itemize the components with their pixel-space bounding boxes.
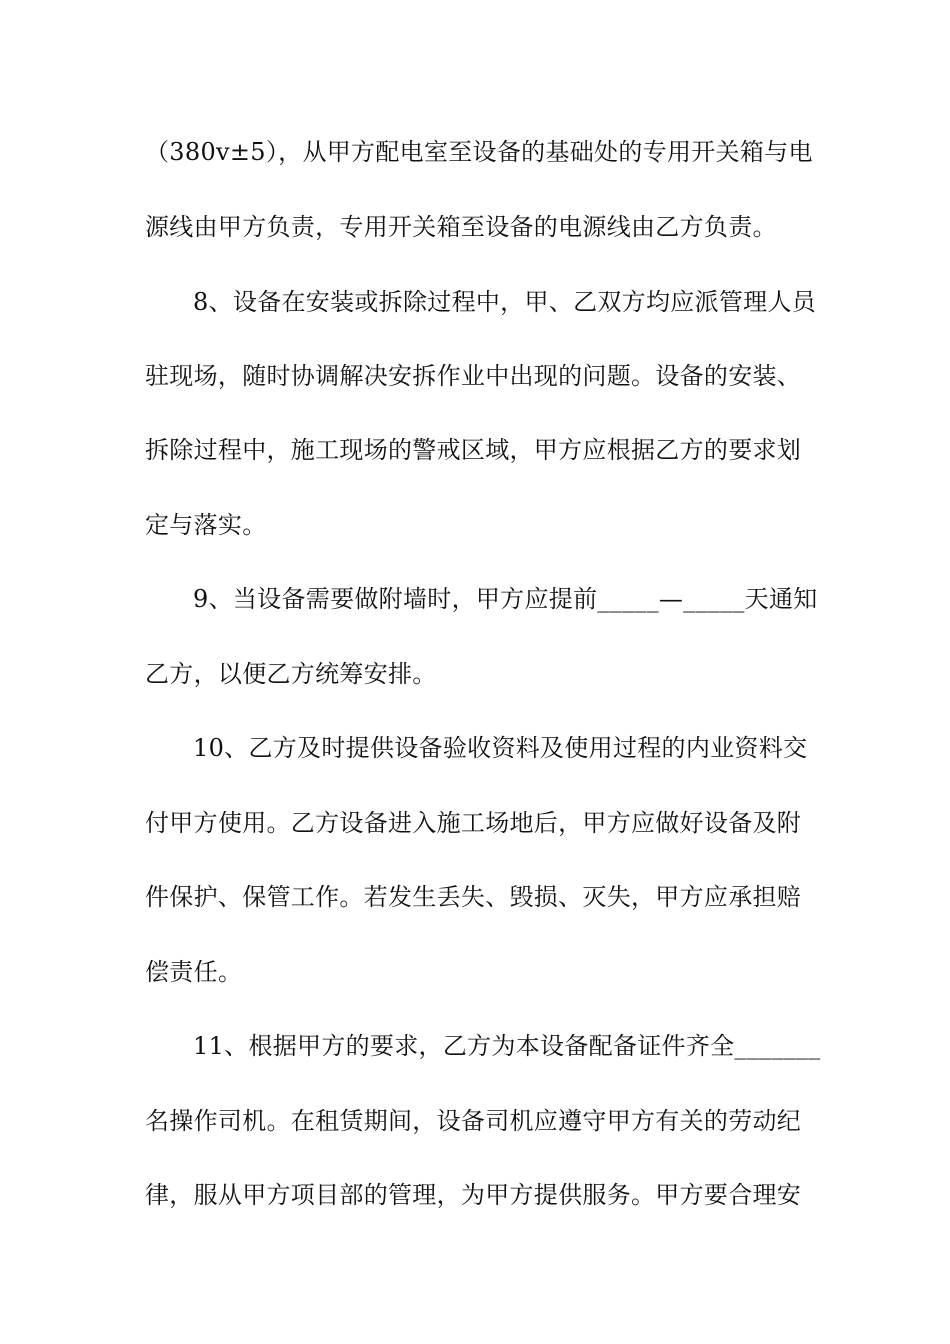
paragraph-start-line: 9、当设备需要做附墙时，甲方应提前_____—_____天通知 [193,585,818,613]
paragraph-start-line: 11、根据甲方的要求，乙方为本设备配备证件齐全_______ [193,1032,821,1060]
text-line: 定与落实。 [145,511,267,539]
text-line: （380v±5），从甲方配电室至设备的基础处的专用开关箱与电 [145,138,813,166]
text-line: 偿责任。 [145,958,243,986]
text-line: 律，服从甲方项目部的管理，为甲方提供服务。甲方要合理安 [145,1181,802,1209]
paragraph-start-line: 8、设备在安装或拆除过程中，甲、乙双方均应派管理人员 [193,288,817,316]
paragraph-start-line: 10、乙方及时提供设备验收资料及使用过程的内业资料交 [193,734,808,762]
text-line: 拆除过程中，施工现场的警戒区域，甲方应根据乙方的要求划 [145,436,802,464]
text-line: 源线由甲方负责，专用开关箱至设备的电源线由乙方负责。 [145,213,777,241]
text-line: 乙方，以便乙方统筹安排。 [145,660,437,688]
text-line: 件保护、保管工作。若发生丢失、毁损、灭失，甲方应承担赔 [145,883,802,911]
text-line: 名操作司机。在租赁期间，设备司机应遵守甲方有关的劳动纪 [145,1107,802,1135]
text-line: 驻现场，随时协调解决安拆作业中出现的问题。设备的安装、 [145,362,802,390]
text-line: 付甲方使用。乙方设备进入施工场地后，甲方应做好设备及附 [145,809,802,837]
